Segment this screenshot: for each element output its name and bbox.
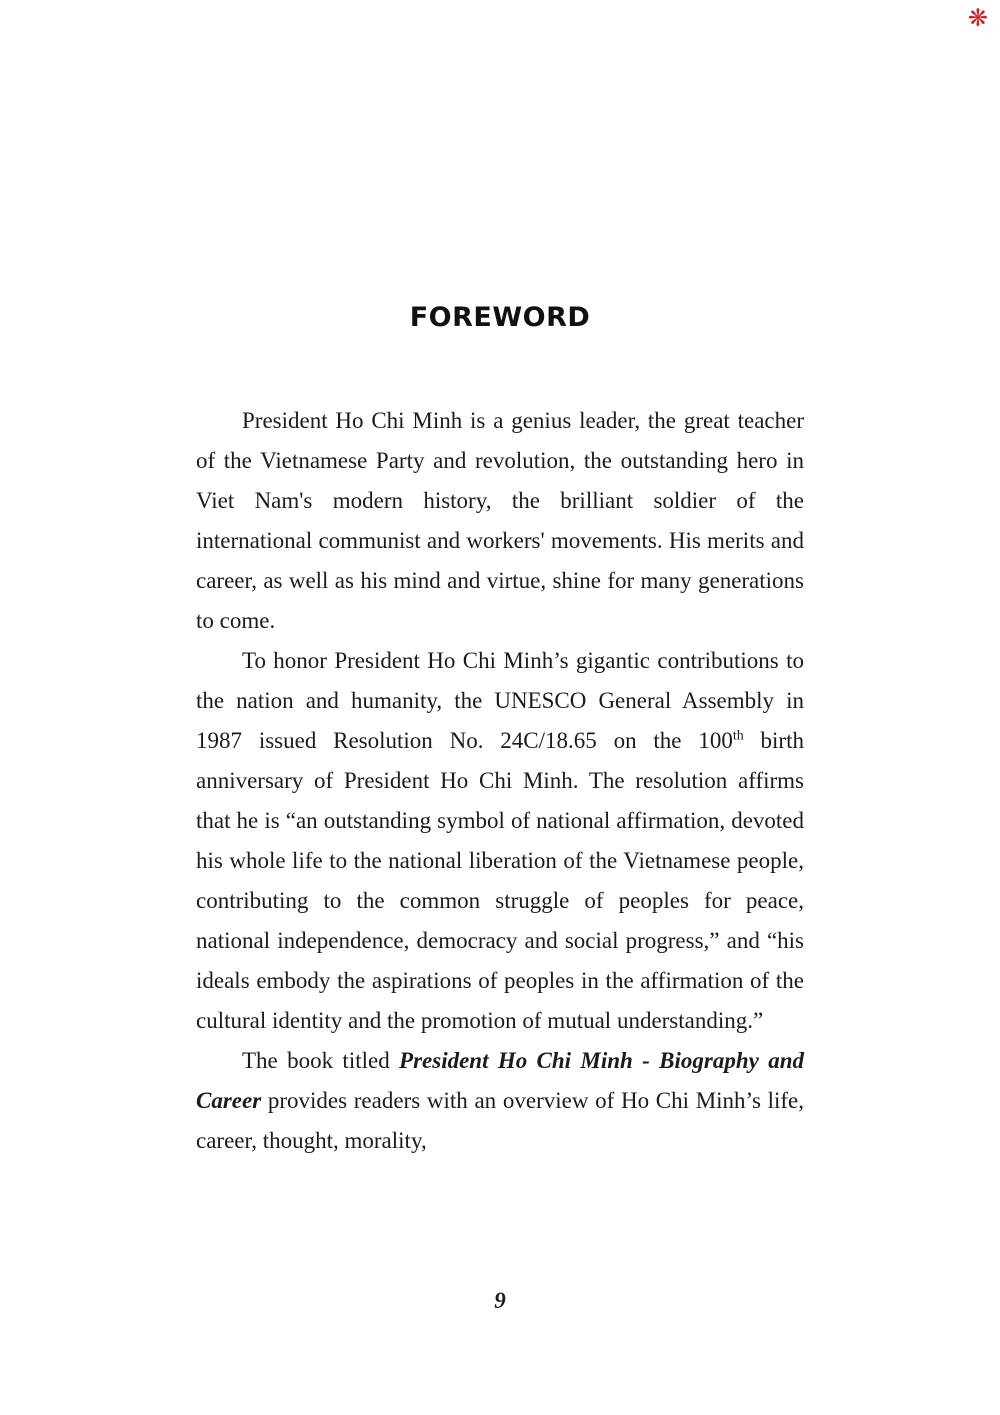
paragraph-2 bbox=[196, 641, 804, 1041]
paragraph-3 bbox=[196, 1041, 804, 1161]
paragraph-2-text-before-superscript: To honor President Ho Chi Minh’s gigantic contributions to the nation and humanity, the UNESCO General Assembly in 1987 issued Resolution No. 24C/18.65 on the 100 bbox=[196, 648, 804, 753]
page-number: 9 bbox=[494, 1288, 506, 1313]
paragraph-3-rest-text: provides readers with an overview of Ho Chi Minh’s life, career, thought, morality, bbox=[196, 1088, 804, 1153]
paragraph-3-lead-text: The book titled bbox=[242, 1048, 400, 1073]
body-text bbox=[196, 401, 804, 1161]
flower-ornament-icon: ❋ bbox=[967, 4, 988, 32]
paragraph-1: President Ho Chi Minh is a genius leader, the great teacher of the Vietnamese Party and revolution, the outstanding hero in Viet Nam's modern history, the brilliant soldier of the international communist and workers' movements. His merits and career, as well as his mind and virtue, shine for many generations to come. bbox=[196, 408, 804, 633]
paragraph-2-text-after-superscript: birth anniversary of President Ho Chi Minh. The resolution affirms that he is “an outstanding symbol of national affirmation, devoted his whole life to the national liberation of the Vietnamese people, contributing to the common struggle of peoples for peace, national independence, democracy and social progress,” and “his ideals embody the aspirations of peoples in the affirmation of the cultural identity and the promotion of mutual understanding.” bbox=[196, 728, 804, 1033]
ordinal-superscript: th bbox=[732, 728, 744, 744]
page-title: FOREWORD bbox=[409, 302, 591, 333]
page-content bbox=[196, 302, 804, 1161]
book-title-emphasis: President Ho Chi Minh - Biography and Career bbox=[196, 1048, 804, 1113]
